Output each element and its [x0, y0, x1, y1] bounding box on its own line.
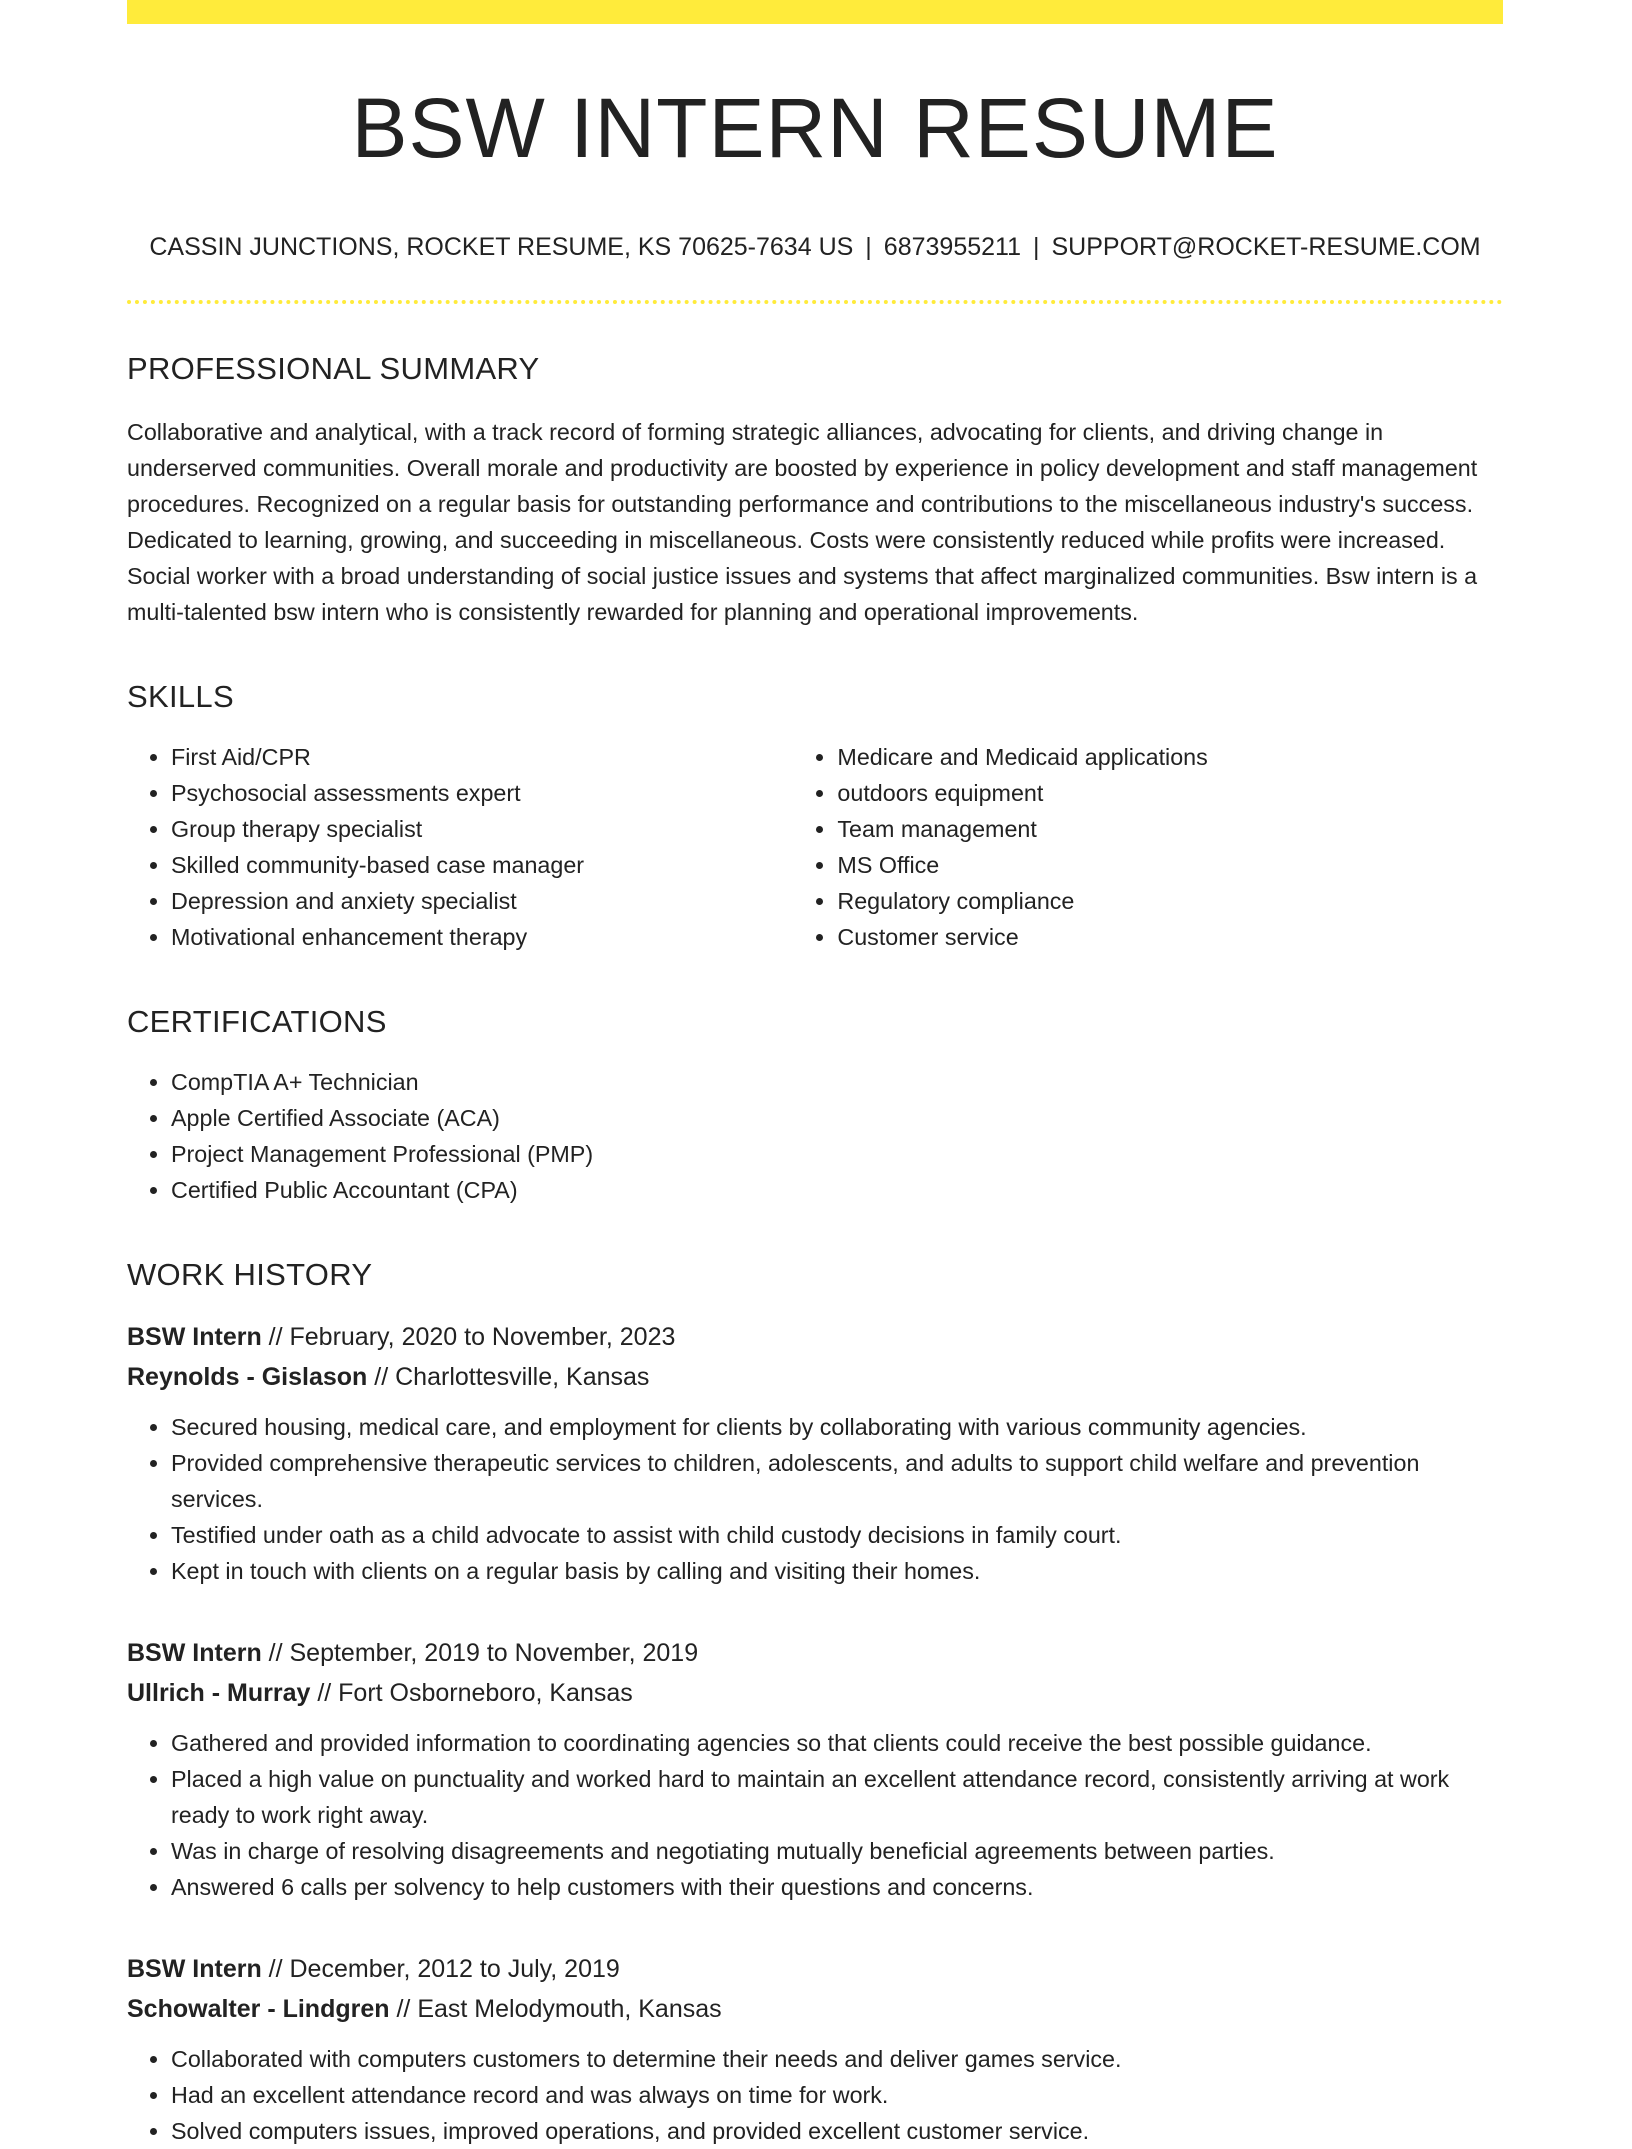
skills-list-right	[793, 739, 1503, 955]
skill-item: • outdoors equipment	[837, 775, 1503, 811]
job-bullet: • Collaborated with computers customers to determine their needs and deliver games service.	[171, 2041, 1503, 2077]
job-location: // East Melodymouth, Kansas	[389, 1995, 722, 2024]
contact-address: CASSIN JUNCTIONS, ROCKET RESUME, KS 70625-7634 US	[149, 233, 854, 262]
job-bullet: • Testified under oath as a child advocate to assist with child custody decisions in family court.	[171, 1517, 1503, 1553]
job-bullets	[127, 2041, 1503, 2149]
job-dates: // September, 2019 to November, 2019	[261, 1639, 699, 1668]
job-bullet: • Gathered and provided information to coordinating agencies so that clients could receive the best possible guidance.	[171, 1725, 1503, 1761]
certifications-list	[127, 1064, 1503, 1208]
job-bullet: • Secured housing, medical care, and employment for clients by collaborating with various community agencies.	[171, 1409, 1503, 1445]
job-bullets	[127, 1725, 1503, 1905]
job-title: BSW Intern	[127, 1955, 262, 1984]
summary-heading: PROFESSIONAL SUMMARY	[127, 351, 540, 387]
job-location: // Charlottesville, Kansas	[367, 1363, 650, 1392]
work-history-heading: WORK HISTORY	[127, 1256, 373, 1292]
certification-item: • Project Management Professional (PMP)	[171, 1136, 1503, 1172]
job-bullet: • Had an excellent attendance record and was always on time for work.	[171, 2077, 1503, 2113]
job-entry	[127, 1633, 1503, 1905]
job-bullet: • Placed a high value on punctuality and worked hard to maintain an excellent attendance record, consistently arriving at work ready to work right away.	[171, 1761, 1503, 1833]
skill-item: • Customer service	[837, 919, 1503, 955]
job-company-line	[127, 1989, 1503, 2029]
contact-phone: 6873955211	[883, 233, 1021, 262]
contact-separator: |	[865, 233, 872, 262]
skill-item: • Regulatory compliance	[837, 883, 1503, 919]
job-location: // Fort Osborneboro, Kansas	[310, 1679, 633, 1708]
job-company-line	[127, 1357, 1503, 1397]
resume-title: BSW INTERN RESUME	[351, 81, 1279, 175]
job-bullets	[127, 1409, 1503, 1589]
summary-text: Collaborative and analytical, with a track record of forming strategic alliances, advocating for clients, and driving change in underserved communities. Overall morale and productivity are boosted by experience in policy development and staff management procedures. Recognized on a regular basis for outstanding performance and contributions to the miscellaneous industry's success. Dedicated to learning, growing, and succeeding in miscellaneous. Costs were consistently reduced while profits were increased. Social worker with a broad understanding of social justice issues and systems that affect marginalized communities. Bsw intern is a multi-talented bsw intern who is consistently rewarded for planning and operational improvements.	[127, 418, 1478, 625]
certification-item: • Apple Certified Associate (ACA)	[171, 1100, 1503, 1136]
job-dates: // December, 2012 to July, 2019	[261, 1955, 620, 1984]
resume-page	[127, 0, 1503, 2149]
job-title: BSW Intern	[127, 1323, 262, 1352]
skills-list-left	[127, 739, 793, 955]
skill-item: • Skilled community-based case manager	[171, 847, 793, 883]
accent-bar	[127, 0, 1503, 24]
job-title-line	[127, 1633, 1503, 1673]
job-company: Schowalter - Lindgren	[127, 1995, 390, 2024]
certification-item: • Certified Public Accountant (CPA)	[171, 1172, 1503, 1208]
skill-item: • Depression and anxiety specialist	[171, 883, 793, 919]
job-bullet: • Provided comprehensive therapeutic services to children, adolescents, and adults to support child welfare and prevention services.	[171, 1445, 1503, 1517]
contact-email[interactable]: SUPPORT@ROCKET-RESUME.COM	[1051, 233, 1481, 262]
skill-item: • Team management	[837, 811, 1503, 847]
skill-item: • Motivational enhancement therapy	[171, 919, 793, 955]
skill-item: • Psychosocial assessments expert	[171, 775, 793, 811]
job-company: Reynolds - Gislason	[127, 1363, 368, 1392]
job-bullet: • Kept in touch with clients on a regular basis by calling and visiting their homes.	[171, 1553, 1503, 1589]
job-company: Ullrich - Murray	[127, 1679, 311, 1708]
skill-item: • Group therapy specialist	[171, 811, 793, 847]
job-title-line	[127, 1949, 1503, 1989]
job-dates: // February, 2020 to November, 2023	[261, 1323, 676, 1352]
job-company-line	[127, 1673, 1503, 1713]
job-bullet: • Solved computers issues, improved operations, and provided excellent customer service.	[171, 2113, 1503, 2149]
contact-line	[127, 232, 1503, 262]
job-title-line	[127, 1317, 1503, 1357]
job-bullet: • Answered 6 calls per solvency to help customers with their questions and concerns.	[171, 1869, 1503, 1905]
job-title: BSW Intern	[127, 1639, 262, 1668]
certifications-heading: CERTIFICATIONS	[127, 1003, 387, 1039]
skill-item: • First Aid/CPR	[171, 739, 793, 775]
skill-item: • MS Office	[837, 847, 1503, 883]
skills-heading: SKILLS	[127, 678, 234, 714]
certification-item: • CompTIA A+ Technician	[171, 1064, 1503, 1100]
job-entry	[127, 1317, 1503, 1589]
job-entry	[127, 1949, 1503, 2149]
contact-separator: |	[1032, 233, 1040, 262]
skills-columns	[127, 739, 1503, 955]
skill-item: • Medicare and Medicaid applications	[837, 739, 1503, 775]
job-bullet: • Was in charge of resolving disagreements and negotiating mutually beneficial agreements between parties.	[171, 1833, 1503, 1869]
dotted-divider	[127, 300, 1503, 304]
